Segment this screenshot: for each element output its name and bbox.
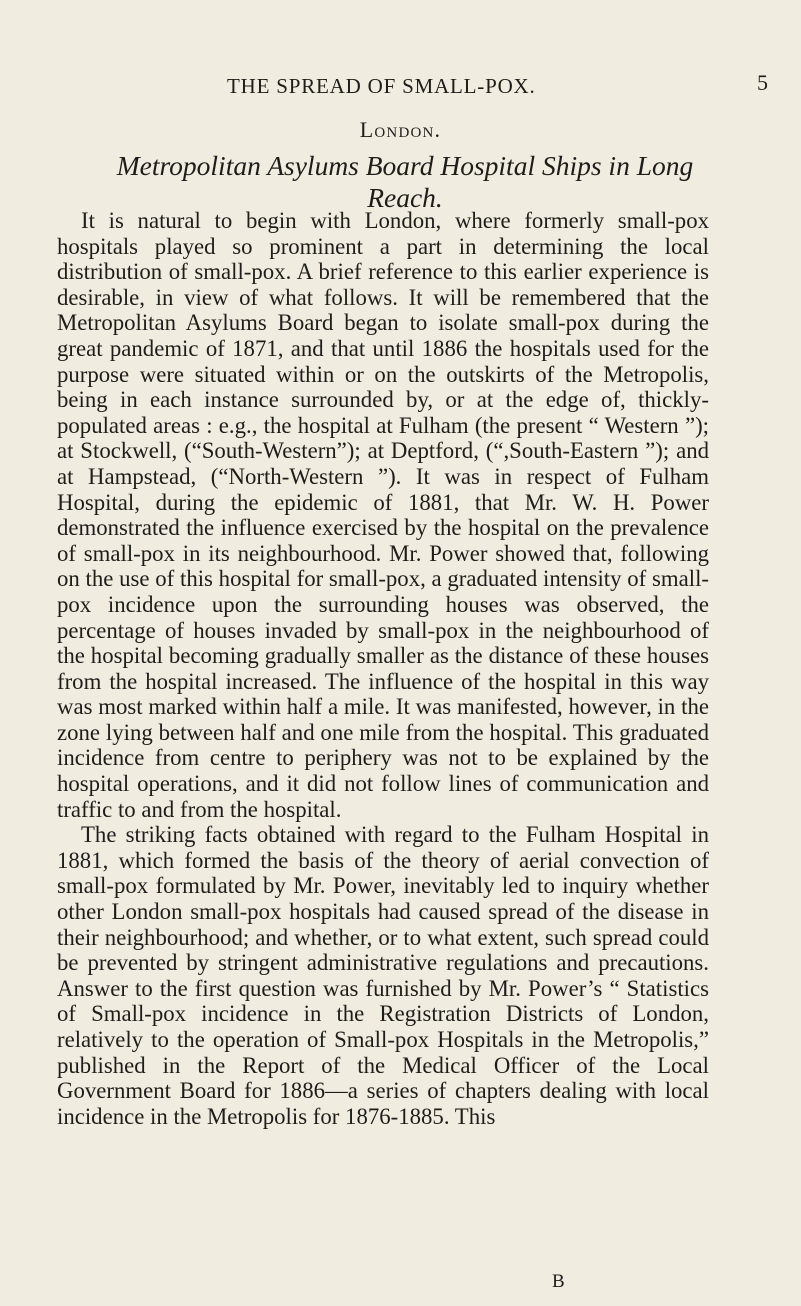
- paragraph-2: The striking facts obtained with regard to the Fulham Hospital in 1881, which formed the basis of the theory of aerial convection of small-pox formulated by Mr. Power, inevitably led to inquiry whether other London small-pox hospitals had caused spread of the disease in their neighbourhood; and whether, or to what extent, such spread could be prevented by stringent administrative regulations and precautions. Answer to the first question was furnished by Mr. Power’s “ Statistics of Small-pox incidence in the Registration Districts of London, relatively to the operation of Small-pox Hospitals in the Metropolis,” published in the Report of the Medical Officer of the Local Government Board for 1886—a series of chapters dealing with local incidence in the Metropolis for 1876-1885. This: [57, 822, 709, 1129]
- sub-heading: Metropolitan Asylums Board Hospital Ships in Long Reach.: [116, 150, 694, 213]
- paragraph-1: It is natural to begin with London, where formerly small-pox hospitals played so prominent a part in determining the local distribution of small-pox. A brief reference to this earlier experience is desirable, in view of what follows. It will be remembered that the Metropolitan Asylums Board began to isolate small-pox during the great pandemic of 1871, and that until 1886 the hospitals used for the purpose were situated within or on the outskirts of the Metropolis, being in each instance surrounded by, or at the edge of, thickly-populated areas : e.g., the hospital at Fulham (the present “ Western ”); at Stockwell, (“South-Western”); at Deptford, (“,South-Eastern ”); and at Hampstead, (“North-Western ”). It was in respect of Fulham Hospital, during the epidemic of 1881, that Mr. W. H. Power demonstrated the influence exercised by the hospital on the prevalence of small-pox in its neighbourhood. Mr. Power showed that, following on the use of this hospital for small-pox, a graduated intensity of small-pox incidence upon the surrounding houses was observed, the percentage of houses invaded by small-pox in the neighbourhood of the hospital becoming gradually smaller as the distance of these houses from the hospital increased. The influence of the hospital in this way was most marked within half a mile. It was manifested, however, in the zone lying between half and one mile from the hospital. This graduated incidence from centre to periphery was not to be explained by the hospital operations, and it did not follow lines of communication and traffic to and from the hospital.: [57, 208, 709, 822]
- section-heading: London.: [359, 117, 442, 142]
- body-text: [57, 208, 709, 1129]
- running-head: THE SPREAD OF SMALL-POX.: [227, 74, 536, 98]
- page-number: 5: [757, 70, 768, 95]
- signature-mark: B: [552, 1271, 565, 1292]
